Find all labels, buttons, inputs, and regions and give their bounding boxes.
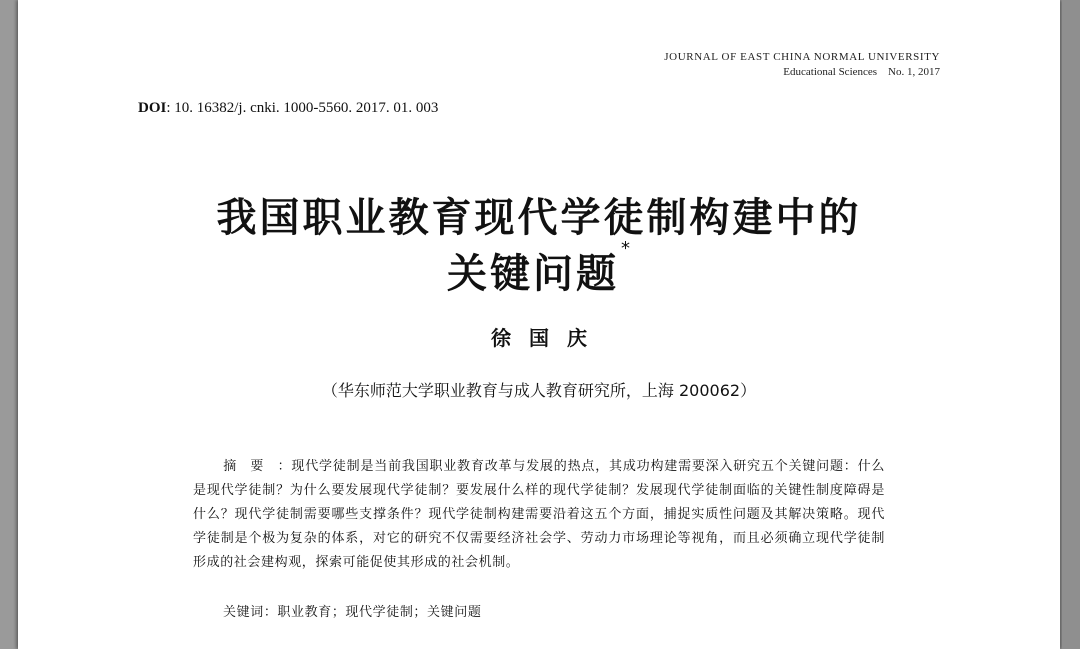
section-issue: Educational Sciences No. 1, 2017 (783, 66, 940, 78)
footnote-mark: * (621, 238, 633, 259)
doi-value: : 10. 16382/j. cnki. 1000-5560. 2017. 01. 003 (166, 100, 439, 116)
journal-name: JOURNAL OF EAST CHINA NORMAL UNIVERSITY (664, 51, 940, 63)
keywords-label: 关键词 (223, 605, 264, 620)
author-affiliation: （华东师范大学职业教育与成人教育研究所，上海 200062） (321, 381, 757, 400)
journal-running-header (664, 50, 940, 80)
document-page (18, 0, 1060, 649)
article-title-line-2 (18, 238, 1060, 299)
article-title-line-1: 我国职业教育现代学徒制构建中的 (216, 195, 862, 241)
keywords-text: ：职业教育；现代学徒制；关键问题 (263, 605, 482, 620)
abstract (193, 455, 885, 575)
article-title-text: 关键问题 (447, 251, 619, 297)
author-name: 徐国庆 (491, 326, 605, 350)
viewer-edge (1062, 0, 1080, 649)
doi-label: DOI (138, 100, 167, 116)
abstract-label: 摘要 (223, 459, 278, 474)
keywords (223, 601, 481, 625)
doi-line (138, 100, 438, 117)
abstract-text: ：现代学徒制是当前我国职业教育改革与发展的热点，其成功构建需要深入研究五个关键问题：什么是现代学徒制？为什么要发展现代学徒制？要发展什么样的现代学徒制？发展现代学徒制面临的关键性制度障碍是什么？现代学徒制需要哪些支撑条件？现代学徒制构建需要沿着这五个方面，捕捉实质性问题及其解决策略。现代学徒制是个极为复杂的体系，对它的研究不仅需要经济社会学、劳动力市场理论等视角，而且必须确立现代学徒制形成的社会建构观，探索可能促使其形成的社会机制。 (193, 459, 885, 570)
